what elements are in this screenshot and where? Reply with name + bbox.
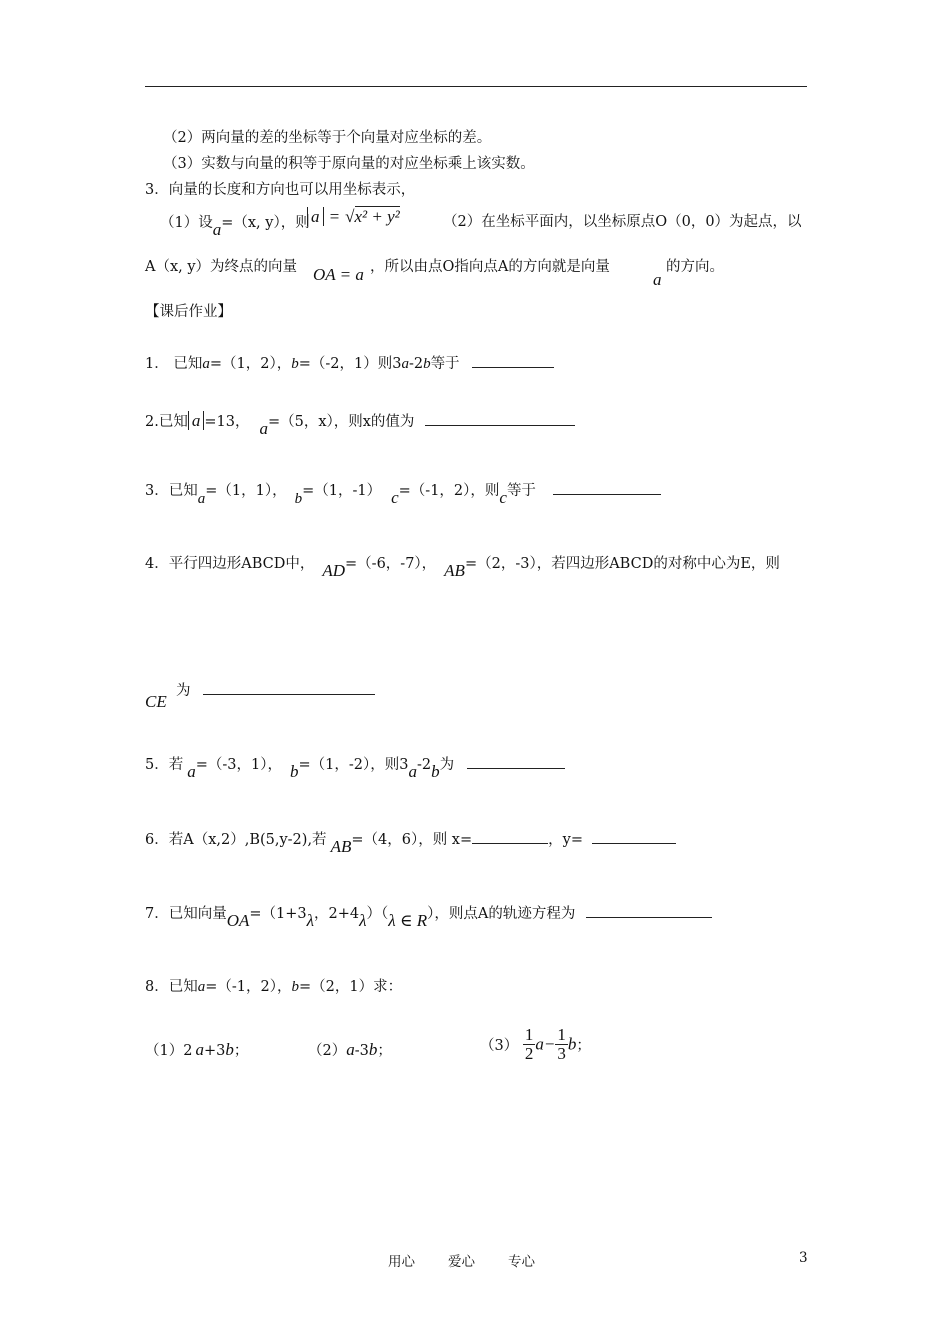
text: =（1，-1） xyxy=(302,483,382,499)
vector-a: a xyxy=(535,1034,544,1054)
text: +3 xyxy=(203,1043,226,1059)
text: （1）2 xyxy=(145,1043,193,1059)
text: 4．平行四边形ABCD中， xyxy=(145,556,315,572)
vector-a: a xyxy=(197,491,206,507)
section-title: 【课后作业】 xyxy=(145,304,232,320)
vector-c: c xyxy=(499,488,507,507)
text: 1． 已知 xyxy=(145,356,203,372)
page-number: 3 xyxy=(799,1250,808,1266)
vector-b: b xyxy=(291,979,299,995)
text: =13， xyxy=(204,414,250,430)
sqrt-body: x² + y² xyxy=(354,207,400,226)
intro-line-4 xyxy=(160,212,310,239)
text: =（-6，-7）， xyxy=(345,556,437,572)
vector-a: a xyxy=(197,979,206,995)
vector-a: a xyxy=(401,356,409,372)
text: =（1+3 xyxy=(249,906,307,922)
intro-line-5c: 的方向。 xyxy=(666,259,724,275)
exercise-8 xyxy=(145,977,402,997)
vector-a: a xyxy=(202,356,210,372)
intro-line-5 xyxy=(145,257,297,277)
text: 2.已知 xyxy=(145,414,188,430)
text: =（2，-3），若四边形ABCD的对称中心为E，则 xyxy=(464,556,780,572)
answer-blank-y[interactable] xyxy=(592,829,676,844)
text: ，2+4 xyxy=(314,906,360,922)
text: ； xyxy=(576,1038,591,1054)
text: -3 xyxy=(354,1043,369,1059)
answer-blank[interactable] xyxy=(472,353,554,368)
vector-ce: CE xyxy=(145,692,167,711)
vector-ab: AB xyxy=(330,837,352,856)
text: =（-1，2），则 xyxy=(398,483,500,499)
minus-sign: − xyxy=(543,1034,556,1054)
lambda-in-r: λ ∈ R xyxy=(388,911,428,930)
text: =（-1，2）， xyxy=(205,979,292,995)
text: ）（ xyxy=(366,906,389,922)
text: =（-2，1）则3 xyxy=(298,356,402,372)
answer-blank[interactable] xyxy=(586,903,712,918)
vector-a: a xyxy=(212,220,222,239)
vector-b: b xyxy=(225,1040,234,1059)
text: =（5，x），则x的值为 xyxy=(267,414,415,430)
footer-text-1: 用心 xyxy=(388,1254,415,1270)
vector-ad: AD xyxy=(322,561,346,580)
text: （2） xyxy=(308,1043,347,1059)
text: ； xyxy=(377,1043,392,1059)
fraction-one-half xyxy=(523,1026,536,1063)
equals-sign: = xyxy=(328,207,341,226)
vector-b: b xyxy=(368,1040,378,1059)
text: 为 xyxy=(176,683,191,699)
text: （3） xyxy=(480,1038,519,1054)
intro-line-5b: ，所以由点O指向点A的方向就是向量 xyxy=(370,259,610,275)
text: 3．已知 xyxy=(145,483,198,499)
exercise-2 xyxy=(145,411,575,438)
text: 等于 xyxy=(506,483,536,499)
formula-oa-eq-a: OA = a xyxy=(313,265,364,284)
text: =（1，1）， xyxy=(205,483,287,499)
intro-heading-3: 3．向量的长度和方向也可以用坐标表示， xyxy=(145,182,416,198)
text: -2 xyxy=(408,356,424,372)
answer-blank[interactable] xyxy=(553,480,661,495)
text: =（4，6），则 x= xyxy=(351,832,473,848)
vector-b: b xyxy=(567,1034,577,1054)
denominator: 3 xyxy=(557,1044,566,1063)
text: =（1，-2），则3 xyxy=(298,757,409,773)
text: （1）设 xyxy=(160,215,213,231)
lambda-symbol: λ xyxy=(306,911,315,930)
exercise-5 xyxy=(145,754,565,781)
exercise-7 xyxy=(145,903,712,930)
sqrt-symbol: √ xyxy=(345,207,355,226)
text: 5．若 xyxy=(145,757,184,773)
vector-oa: OA xyxy=(226,911,250,930)
text: 7．已知向量 xyxy=(145,906,227,922)
vector-a: a xyxy=(259,419,268,438)
vector-a: a xyxy=(653,270,662,289)
vector-b: b xyxy=(431,762,440,781)
text: 6．若A（x,2）,B(5,y-2),若 xyxy=(145,832,327,848)
text: =（x, y），则 xyxy=(221,215,310,231)
abs-a: a xyxy=(307,207,324,226)
footer-text-2: 爱心 xyxy=(448,1254,475,1270)
fraction-one-third xyxy=(555,1026,568,1063)
exercise-8-part-1 xyxy=(145,1040,248,1061)
vector-b: b xyxy=(289,762,299,781)
magnitude-formula xyxy=(307,207,400,227)
text: -2 xyxy=(416,757,432,773)
text: 为 xyxy=(439,757,455,773)
header-rule xyxy=(145,86,807,87)
intro-line-4-cont: （2）在坐标平面内，以坐标原点O（0，0）为起点，以 xyxy=(443,214,802,230)
text: A（x, y）为终点的向量 xyxy=(145,259,298,275)
exercise-4-cont xyxy=(176,680,375,701)
denominator: 2 xyxy=(524,1044,534,1063)
text: =（2，1）求： xyxy=(298,979,403,995)
intro-line-3: （3）实数与向量的积等于原向量的对应坐标乘上该实数。 xyxy=(163,156,535,172)
vector-ab: AB xyxy=(444,561,465,580)
vector-b: b xyxy=(291,356,299,372)
intro-line-2: （2）两向量的差的坐标等于个向量对应坐标的差。 xyxy=(163,130,492,146)
text: =（-3，1）， xyxy=(195,757,282,773)
text: ），则点A的轨迹方程为 xyxy=(427,906,576,922)
exercise-3 xyxy=(145,480,661,507)
text: 等于 xyxy=(430,356,460,372)
abs-a: a xyxy=(188,411,205,430)
exercise-4 xyxy=(145,553,780,580)
vector-c: c xyxy=(391,488,399,507)
answer-blank[interactable] xyxy=(203,680,375,695)
text: ； xyxy=(233,1043,249,1059)
vector-b: b xyxy=(294,491,303,507)
lambda-symbol: λ xyxy=(359,911,367,930)
vector-b: b xyxy=(423,356,431,372)
numerator: 1 xyxy=(524,1025,534,1044)
answer-blank[interactable] xyxy=(425,411,575,426)
footer-text-3: 专心 xyxy=(508,1254,535,1270)
vector-a: a xyxy=(195,1040,204,1059)
answer-blank-x[interactable] xyxy=(472,829,548,844)
text: =（1，2）， xyxy=(209,356,292,372)
exercise-1 xyxy=(145,353,554,374)
exercise-8-part-3 xyxy=(480,1026,591,1063)
exercise-8-part-2 xyxy=(308,1040,392,1061)
vector-a: a xyxy=(346,1040,355,1059)
vector-a: a xyxy=(408,762,417,781)
text: ，y= xyxy=(548,832,583,848)
vector-a: a xyxy=(187,762,196,781)
answer-blank[interactable] xyxy=(467,754,565,769)
text: 8．已知 xyxy=(145,979,198,995)
exercise-6 xyxy=(145,829,676,856)
numerator: 1 xyxy=(557,1025,566,1044)
